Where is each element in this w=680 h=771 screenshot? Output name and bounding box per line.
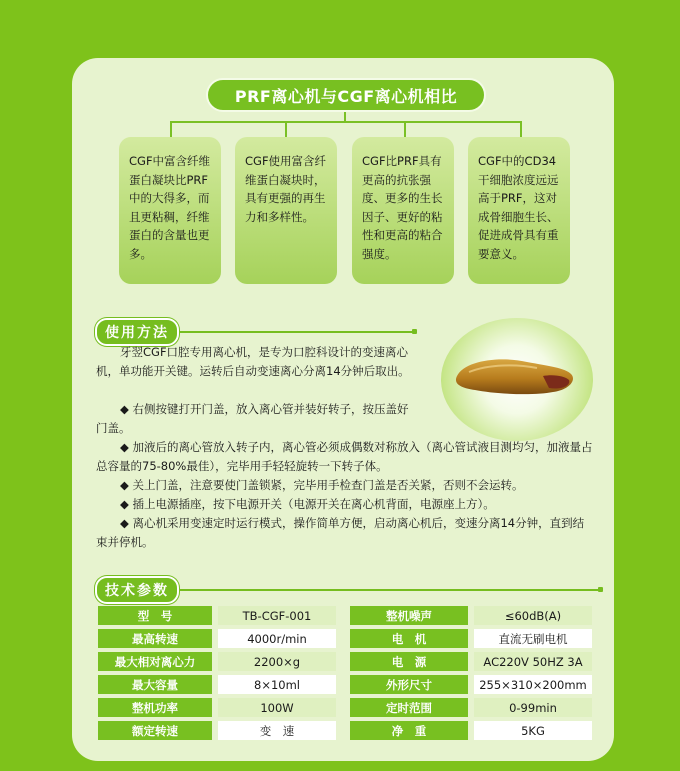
spec-value: 变 速 bbox=[218, 721, 336, 740]
spec-value: 100W bbox=[218, 698, 336, 717]
tree-connector-bar bbox=[170, 121, 522, 123]
card-text: CGF使用富含纤维蛋白凝块时，具有更强的再生力和多样性。 bbox=[245, 154, 327, 224]
spec-value: 0-99min bbox=[474, 698, 592, 717]
tree-drop-3 bbox=[404, 121, 406, 137]
spec-label: 电 机 bbox=[350, 629, 468, 648]
comparison-card bbox=[235, 137, 337, 284]
usage-heading bbox=[95, 318, 415, 346]
spec-value: AC220V 50HZ 3A bbox=[474, 652, 592, 671]
spec-value: 5KG bbox=[474, 721, 592, 740]
usage-step: ◆ 右侧按键打开门盖，放入离心管并装好转子，按压盖好门盖。 bbox=[96, 402, 409, 435]
spec-value: 2200×g bbox=[218, 652, 336, 671]
tree-drop-1 bbox=[170, 121, 172, 137]
spec-label: 电 源 bbox=[350, 652, 468, 671]
card-text: CGF中的CD34干细胞浓度远远高于PRF，这对成骨细胞生长、促进成骨具有重要意义。 bbox=[478, 154, 559, 261]
spec-label: 定时范围 bbox=[350, 698, 468, 717]
usage-heading-label: 使用方法 bbox=[95, 318, 179, 346]
spec-label: 整机功率 bbox=[98, 698, 212, 717]
spec-value: 直流无刷电机 bbox=[474, 629, 592, 648]
product-photo bbox=[441, 318, 593, 441]
tree-drop-4 bbox=[520, 121, 522, 137]
card-text: CGF比PRF具有更高的抗张强度、更多的生长因子、更好的粘性和更高的粘合强度。 bbox=[362, 154, 443, 261]
usage-step: ◆ 加液后的离心管放入转子内，离心管必须成偶数对称放入（离心管试液目测均匀，加液量占总容量的75-80%最佳），完毕用手轻轻旋转一下转子体。 bbox=[96, 440, 593, 473]
usage-step: ◆ 插上电源插座，按下电源开关（电源开关在离心机背面，电源座上方）。 bbox=[120, 497, 495, 511]
spec-value: TB-CGF-001 bbox=[218, 606, 336, 625]
specs-heading bbox=[95, 576, 601, 604]
usage-step: ◆ 关上门盖，注意要使门盖锁紧，完毕用手检查门盖是否关紧，否则不会运转。 bbox=[120, 478, 524, 492]
page-title: PRF离心机与CGF离心机相比 bbox=[206, 78, 486, 112]
usage-step: ◆ 离心机采用变速定时运行模式，操作简单方便，启动离心机后，变速分离14分钟，直到结束并停机。 bbox=[96, 516, 585, 549]
spec-label: 净 重 bbox=[350, 721, 468, 740]
comparison-card bbox=[468, 137, 570, 284]
spec-label: 额定转速 bbox=[98, 721, 212, 740]
spec-label: 型 号 bbox=[98, 606, 212, 625]
spec-value: 8×10ml bbox=[218, 675, 336, 694]
specs-heading-line bbox=[179, 589, 601, 591]
spec-label: 最大相对离心力 bbox=[98, 652, 212, 671]
spec-label: 整机噪声 bbox=[350, 606, 468, 625]
usage-heading-line bbox=[179, 331, 415, 333]
specs-heading-label: 技术参数 bbox=[95, 576, 179, 604]
comparison-card bbox=[119, 137, 221, 284]
spec-value: ≤60dB(A) bbox=[474, 606, 592, 625]
spec-label: 最高转速 bbox=[98, 629, 212, 648]
spec-value: 4000r/min bbox=[218, 629, 336, 648]
spec-label: 外形尺寸 bbox=[350, 675, 468, 694]
card-text: CGF中富含纤维蛋白凝块比PRF中的大得多，而且更粘稠，纤维蛋白的含量也更多。 bbox=[129, 154, 211, 261]
spec-label: 最大容量 bbox=[98, 675, 212, 694]
usage-intro: 牙翌CGF口腔专用离心机，是专为口腔科设计的变速离心机，单功能开关键。运转后自动变速离心分离14分钟后取出。 bbox=[96, 345, 410, 378]
spec-value: 255×310×200mm bbox=[474, 675, 592, 694]
tree-drop-2 bbox=[285, 121, 287, 137]
cgf-clot-icon bbox=[441, 318, 593, 441]
comparison-card bbox=[352, 137, 454, 284]
